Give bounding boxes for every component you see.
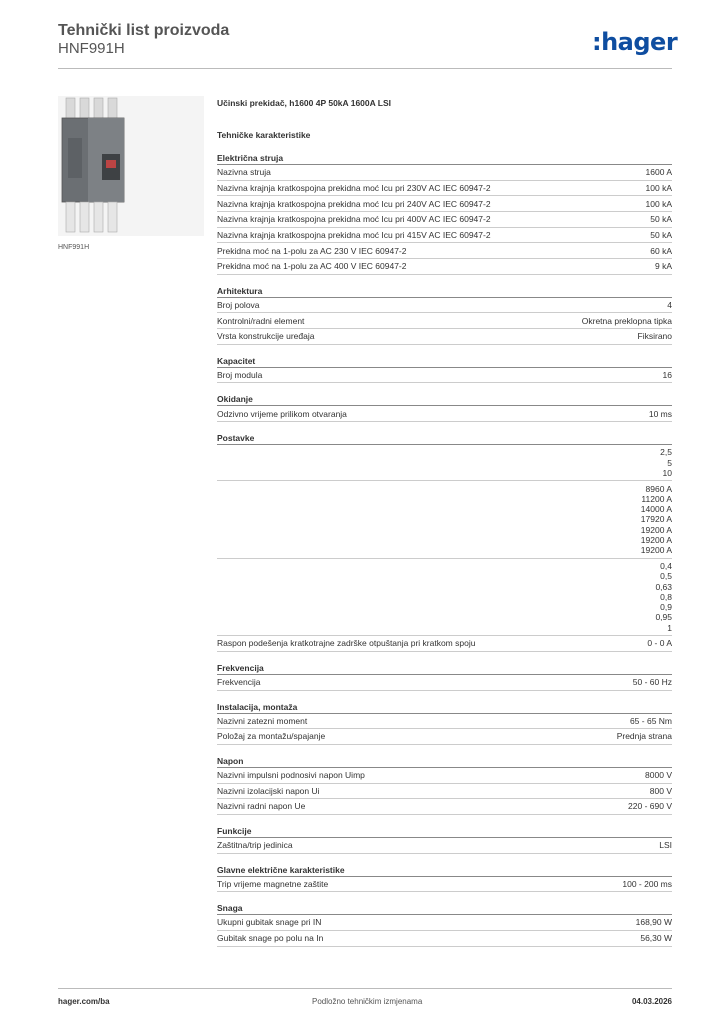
spec-label: Nazivna krajnja kratkospojna prekidna moć Icu pri 415V AC IEC 60947-2 xyxy=(217,229,491,240)
footer-note: Podložno tehničkim izmjenama xyxy=(312,997,423,1006)
spec-row xyxy=(217,329,672,345)
spec-value-line: LSI xyxy=(659,840,672,851)
spec-value-line: 0,9 xyxy=(660,602,672,613)
spec-value xyxy=(663,370,672,380)
spec-content xyxy=(217,96,672,947)
spec-value-line: 14000 A xyxy=(640,504,672,515)
spec-label: Broj polova xyxy=(217,299,260,310)
spec-value-line: 9 kA xyxy=(654,261,672,272)
spec-row xyxy=(217,165,672,181)
spec-value-line: 50 kA xyxy=(650,214,672,225)
spec-value-line: 2,5 xyxy=(660,447,672,458)
product-title: Učinski prekidač, h1600 4P 50kA 1600A LSI xyxy=(217,98,392,108)
spec-row xyxy=(217,212,672,228)
spec-value xyxy=(650,214,672,224)
spec-value-line: 220 - 690 V xyxy=(628,801,672,812)
footer-website: hager.com/ba xyxy=(58,997,110,1006)
spec-label: Odzivno vrijeme prilikom otvaranja xyxy=(217,408,347,419)
spec-value xyxy=(650,246,672,256)
spec-row xyxy=(217,445,672,481)
spec-value-line: 100 - 200 ms xyxy=(622,878,672,889)
product-code-header: HNF991H xyxy=(58,40,125,57)
spec-value-line: 0,5 xyxy=(660,571,672,582)
spec-value-line: 10 ms xyxy=(648,408,672,419)
spec-label: Vrsta konstrukcije uređaja xyxy=(217,331,315,342)
spec-value-line: 100 kA xyxy=(645,198,672,209)
spec-row xyxy=(217,931,672,947)
spec-row xyxy=(217,915,672,931)
spec-value-line: Okretna preklopna tipka xyxy=(581,315,672,326)
section-title: Napon xyxy=(217,755,672,768)
spec-label: Nazivna krajnja kratkospojna prekidna moć Icu pri 240V AC IEC 60947-2 xyxy=(217,198,491,209)
spec-value-line: 16 xyxy=(662,369,672,380)
spec-label: Zaštitna/trip jedinica xyxy=(217,840,293,851)
spec-value xyxy=(655,261,672,271)
spec-label: Nazivna krajnja kratkospojna prekidna moć Icu pri 230V AC IEC 60947-2 xyxy=(217,182,491,193)
spec-label: Kontrolni/radni element xyxy=(217,315,305,326)
spec-label: Nazivni izolacijski napon Ui xyxy=(217,785,320,796)
tech-characteristics-heading: Tehničke karakteristike xyxy=(217,130,311,140)
spec-value xyxy=(641,484,672,556)
spec-label: Nazivni zatezni moment xyxy=(217,715,308,726)
spec-row xyxy=(217,636,672,652)
spec-value-line: 0,63 xyxy=(655,581,672,592)
section-title: Funkcije xyxy=(217,825,672,838)
spec-label: Trip vrijeme magnetne zaštite xyxy=(217,878,329,889)
spec-row xyxy=(217,313,672,329)
spec-value xyxy=(650,786,672,796)
spec-label: Raspon podešenja kratkotrajne zadrške otpuštanja pri kratkom spoju xyxy=(217,638,476,649)
spec-value-line: 1600 A xyxy=(645,167,672,178)
spec-value-line: 0 - 0 A xyxy=(647,638,672,649)
section-title: Okidanje xyxy=(217,393,672,406)
spec-value-line: 11200 A xyxy=(641,493,672,504)
spec-row xyxy=(217,559,672,636)
section-title: Postavke xyxy=(217,432,672,445)
spec-value-line: Prednja strana xyxy=(616,731,672,742)
spec-row xyxy=(217,481,672,558)
spec-value-line: 8000 V xyxy=(645,770,672,781)
spec-value-line: 800 V xyxy=(649,785,672,796)
spec-value-line: 19200 A xyxy=(640,545,672,556)
spec-value-line: 168,90 W xyxy=(635,917,672,928)
spec-value-line: 56,30 W xyxy=(640,933,672,944)
spec-row xyxy=(217,406,672,422)
spec-row xyxy=(217,768,672,784)
spec-value-line: 19200 A xyxy=(640,535,672,545)
spec-row xyxy=(217,196,672,212)
spec-value-line: 65 - 65 Nm xyxy=(629,715,672,726)
spec-value-line: 19200 A xyxy=(640,524,672,535)
spec-row xyxy=(217,675,672,691)
spec-row xyxy=(217,714,672,730)
footer-date: 04.03.2026 xyxy=(631,997,672,1006)
spec-row xyxy=(217,368,672,384)
spec-value xyxy=(650,230,672,240)
spec-value xyxy=(582,316,672,326)
section-title: Arhitektura xyxy=(217,285,672,298)
spec-value xyxy=(633,677,672,687)
spec-value-line: 50 - 60 Hz xyxy=(632,677,672,688)
spec-row xyxy=(217,877,672,893)
spec-row xyxy=(217,181,672,197)
spec-value-line: 17920 A xyxy=(640,514,672,525)
spec-row xyxy=(217,298,672,314)
spec-label: Nazivni radni napon Ue xyxy=(217,801,306,812)
doc-title: Tehnički list proizvoda xyxy=(58,22,230,39)
spec-value xyxy=(660,447,672,478)
spec-label: Prekidna moć na 1-polu za AC 230 V IEC 60947-2 xyxy=(217,245,407,256)
section-title: Frekvencija xyxy=(217,662,672,675)
spec-value xyxy=(659,840,672,850)
spec-value xyxy=(630,716,672,726)
section-title: Električna struja xyxy=(217,152,672,165)
spec-value xyxy=(628,801,672,811)
spec-value-line: 0,8 xyxy=(660,591,672,602)
spec-value-line: 0,4 xyxy=(660,560,672,571)
section-title: Snaga xyxy=(217,902,672,915)
header-divider xyxy=(58,68,672,69)
product-image xyxy=(58,96,204,236)
spec-value-line: 10 xyxy=(662,467,672,478)
spec-value xyxy=(646,167,672,177)
spec-value-line: 1 xyxy=(667,622,672,633)
spec-value xyxy=(646,183,672,193)
spec-label: Frekvencija xyxy=(217,677,261,688)
spec-row xyxy=(217,228,672,244)
spec-value-line: 5 xyxy=(667,457,672,468)
spec-value xyxy=(649,409,672,419)
spec-label: Broj modula xyxy=(217,369,263,380)
spec-value-line: 4 xyxy=(667,299,672,310)
spec-label: Prekidna moć na 1-polu za AC 400 V IEC 60947-2 xyxy=(217,261,407,272)
hager-logo: :hager xyxy=(592,28,678,56)
spec-value-line: 0,95 xyxy=(655,612,672,623)
image-caption: HNF991H xyxy=(58,244,90,251)
spec-value-line: 100 kA xyxy=(645,182,672,193)
spec-value xyxy=(646,199,672,209)
spec-label: Nazivna struja xyxy=(217,167,271,178)
section-title: Instalacija, montaža xyxy=(217,701,672,714)
spec-value xyxy=(655,561,672,633)
spec-value xyxy=(640,933,672,943)
spec-row xyxy=(217,729,672,745)
footer-divider xyxy=(58,988,672,989)
section-title: Kapacitet xyxy=(217,355,672,368)
section-title: Glavne električne karakteristike xyxy=(217,864,672,877)
spec-label: Ukupni gubitak snage pri IN xyxy=(217,917,322,928)
spec-label: Nazivna krajnja kratkospojna prekidna moć Icu pri 400V AC IEC 60947-2 xyxy=(217,214,491,225)
spec-value xyxy=(638,331,672,341)
spec-label: Položaj za montažu/spajanje xyxy=(217,731,326,742)
spec-row xyxy=(217,838,672,854)
spec-row xyxy=(217,243,672,259)
spec-value xyxy=(667,300,672,310)
spec-value-line: 60 kA xyxy=(650,245,672,256)
spec-value xyxy=(636,917,672,927)
spec-value-line: Fiksirano xyxy=(637,331,672,342)
spec-value-line: 50 kA xyxy=(650,229,672,240)
spec-value xyxy=(617,731,672,741)
spec-row xyxy=(217,259,672,275)
spec-value xyxy=(622,879,672,889)
spec-label: Gubitak snage po polu na In xyxy=(217,933,324,944)
spec-row xyxy=(217,784,672,800)
spec-sections xyxy=(217,152,672,947)
spec-label: Nazivni impulsni podnosivi napon Uimp xyxy=(217,770,365,781)
spec-row xyxy=(217,799,672,815)
spec-value xyxy=(647,638,672,648)
spec-value-line: 8960 A xyxy=(645,483,672,494)
spec-value xyxy=(645,770,672,780)
